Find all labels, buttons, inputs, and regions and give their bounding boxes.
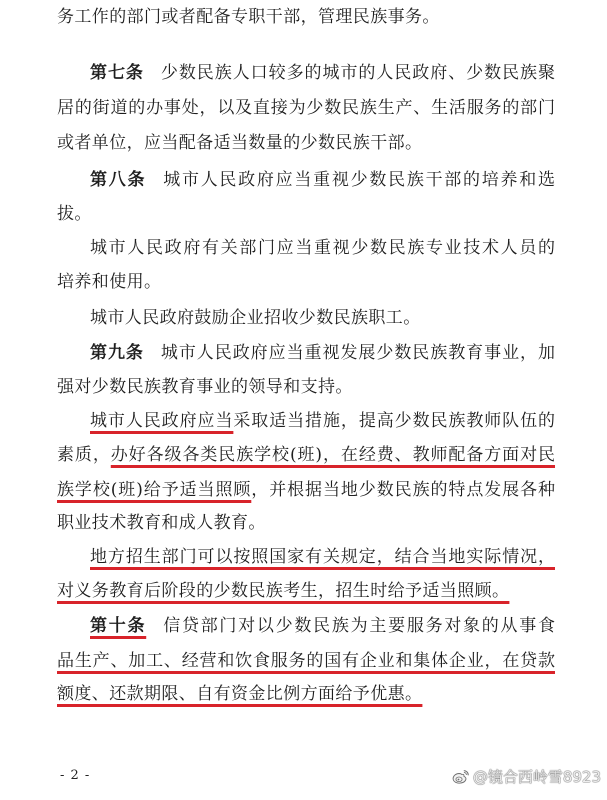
- line-text: 素质，: [57, 445, 111, 465]
- underlined-text: 额度、还款期限、自有资金比例方面给予优惠。: [57, 684, 423, 704]
- text-line: [57, 375, 555, 399]
- article-label: 第十条: [90, 616, 147, 636]
- article-label: 第七条: [90, 63, 144, 83]
- text-line: [57, 270, 555, 294]
- line-text: 拔。: [57, 204, 92, 224]
- text-line: [57, 5, 555, 29]
- text-line: [57, 96, 555, 120]
- text-line: [57, 682, 555, 706]
- weibo-icon: [452, 769, 470, 785]
- underlined-text: 品生产、加工、经营和饮食服务的国有企业和集体企业，在贷款: [57, 651, 555, 671]
- page-number: - 2 -: [60, 768, 91, 783]
- text-line: [57, 579, 555, 603]
- text-line: [90, 409, 555, 433]
- line-text: 信贷部门对以少数民族为主要服务对象的从事食: [163, 616, 556, 636]
- underlined-text: 地方招生部门可以按照国家有关规定，结合当地实际情况，: [90, 547, 555, 567]
- underlined-text: 族学校(班)给予适当照顾: [57, 480, 252, 500]
- line-text: 务工作的部门或者配备专职干部，管理民族事务。: [57, 7, 440, 27]
- text-line: [90, 341, 555, 365]
- line-text: 职业技术教育和成人教育。: [57, 513, 266, 533]
- text-line: [90, 306, 555, 330]
- text-line: [90, 61, 555, 85]
- text-line: [57, 443, 555, 467]
- line-text: 或者单位，应当配备适当数量的少数民族干部。: [57, 133, 423, 153]
- text-line: [57, 202, 555, 226]
- underlined-text: 对义务教育后阶段的少数民族考生，招生时给予适当照顾。: [57, 581, 510, 601]
- text-line: [90, 168, 555, 192]
- text-line: [57, 131, 555, 155]
- line-text: 城市人民政府应当重视少数民族干部的培养和选: [163, 170, 556, 190]
- text-line: [57, 649, 555, 673]
- underlined-text: 城市人民政府应当: [90, 411, 234, 431]
- text-line: [90, 545, 555, 569]
- line-text: 少数民族人口较多的城市的人民政府、少数民族聚: [160, 63, 555, 83]
- line-text: 城市人民政府应当重视发展少数民族教育事业，加: [160, 343, 555, 363]
- line-text: 城市人民政府鼓励企业招收少数民族职工。: [90, 308, 421, 328]
- text-line: [90, 614, 555, 638]
- line-text: ，并根据当地少数民族的特点发展各种: [251, 480, 556, 500]
- line-text: 强对少数民族教育事业的领导和支持。: [57, 377, 353, 397]
- line-text: 居的街道的办事处，以及直接为少数民族生产、生活服务的部门: [57, 98, 555, 118]
- line-text: 培养和使用。: [57, 272, 162, 292]
- text-line: [57, 511, 555, 535]
- article-label: 第九条: [90, 343, 144, 363]
- article-label: 第八条: [90, 170, 147, 190]
- line-text: 采取适当措施，提高少数民族教师队伍的: [233, 411, 556, 431]
- line-text: 城市人民政府有关部门应当重视少数民族专业技术人员的: [90, 238, 555, 258]
- watermark-handle: @镜合西岭雪8923: [472, 768, 601, 786]
- text-line: [90, 236, 555, 260]
- text-line: [57, 478, 555, 502]
- underlined-text: 办好各级各类民族学校(班)，在经费、教师配备方面对民: [110, 445, 556, 465]
- watermark: [452, 766, 601, 788]
